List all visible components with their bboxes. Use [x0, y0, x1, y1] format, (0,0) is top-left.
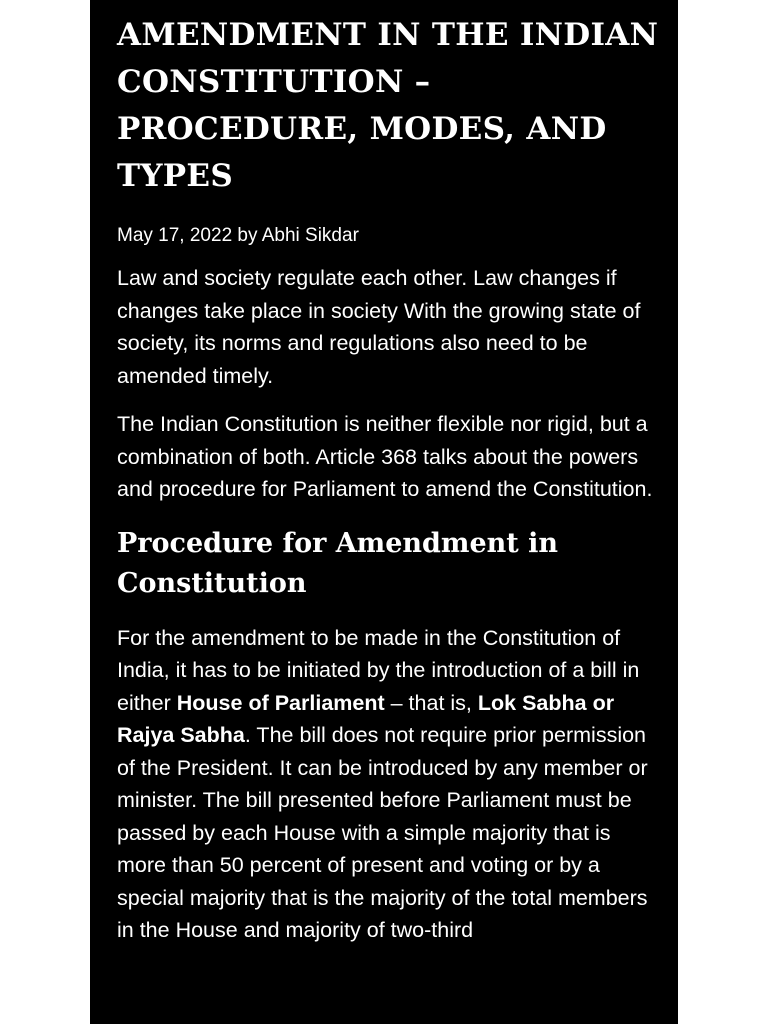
post-date[interactable]: May 17, 2022	[117, 225, 233, 246]
procedure-text-3: . The bill does not require prior permission of the President. It can be introduced by any member or minister. The bill presented before Parliament must be passed by each House with a simple majority that is more than 50 percent of present and voting or by a special majority that is the majority of the total members in the House and majority of two-third	[117, 723, 648, 942]
procedure-text-1: For the amendment to be made in the Constitution of India, it has to be initiated by the introduction of a bill in either	[117, 625, 640, 715]
article-title: AMENDMENT IN THE INDIAN CONSTITUTION – PROCEDURE, MODES, AND TYPES	[117, 17, 659, 194]
paragraph-article-368: The Indian Constitution is neither flexible nor rigid, but a combination of both. Article 368 talks about the powers and procedure for Parliament to amend the Constitution.	[117, 412, 653, 501]
procedure-bold-sabha: Lok Sabha or Rajya Sabha	[117, 690, 615, 747]
section-heading: Procedure for Amendment in Constitution	[117, 527, 559, 599]
article-page	[90, 0, 678, 1024]
article-content	[117, 12, 662, 947]
article-meta	[117, 223, 662, 249]
paragraph-procedure	[117, 622, 662, 947]
procedure-text-2: – that is,	[384, 690, 478, 715]
paragraph-intro: Law and society regulate each other. Law changes if changes take place in society With the growing state of society, its norms and regulations also need to be amended timely.	[117, 266, 641, 388]
procedure-bold-house: House of Parliament	[176, 690, 385, 715]
by-label: by	[237, 225, 258, 246]
author-link[interactable]: Abhi Sikdar	[261, 225, 359, 246]
